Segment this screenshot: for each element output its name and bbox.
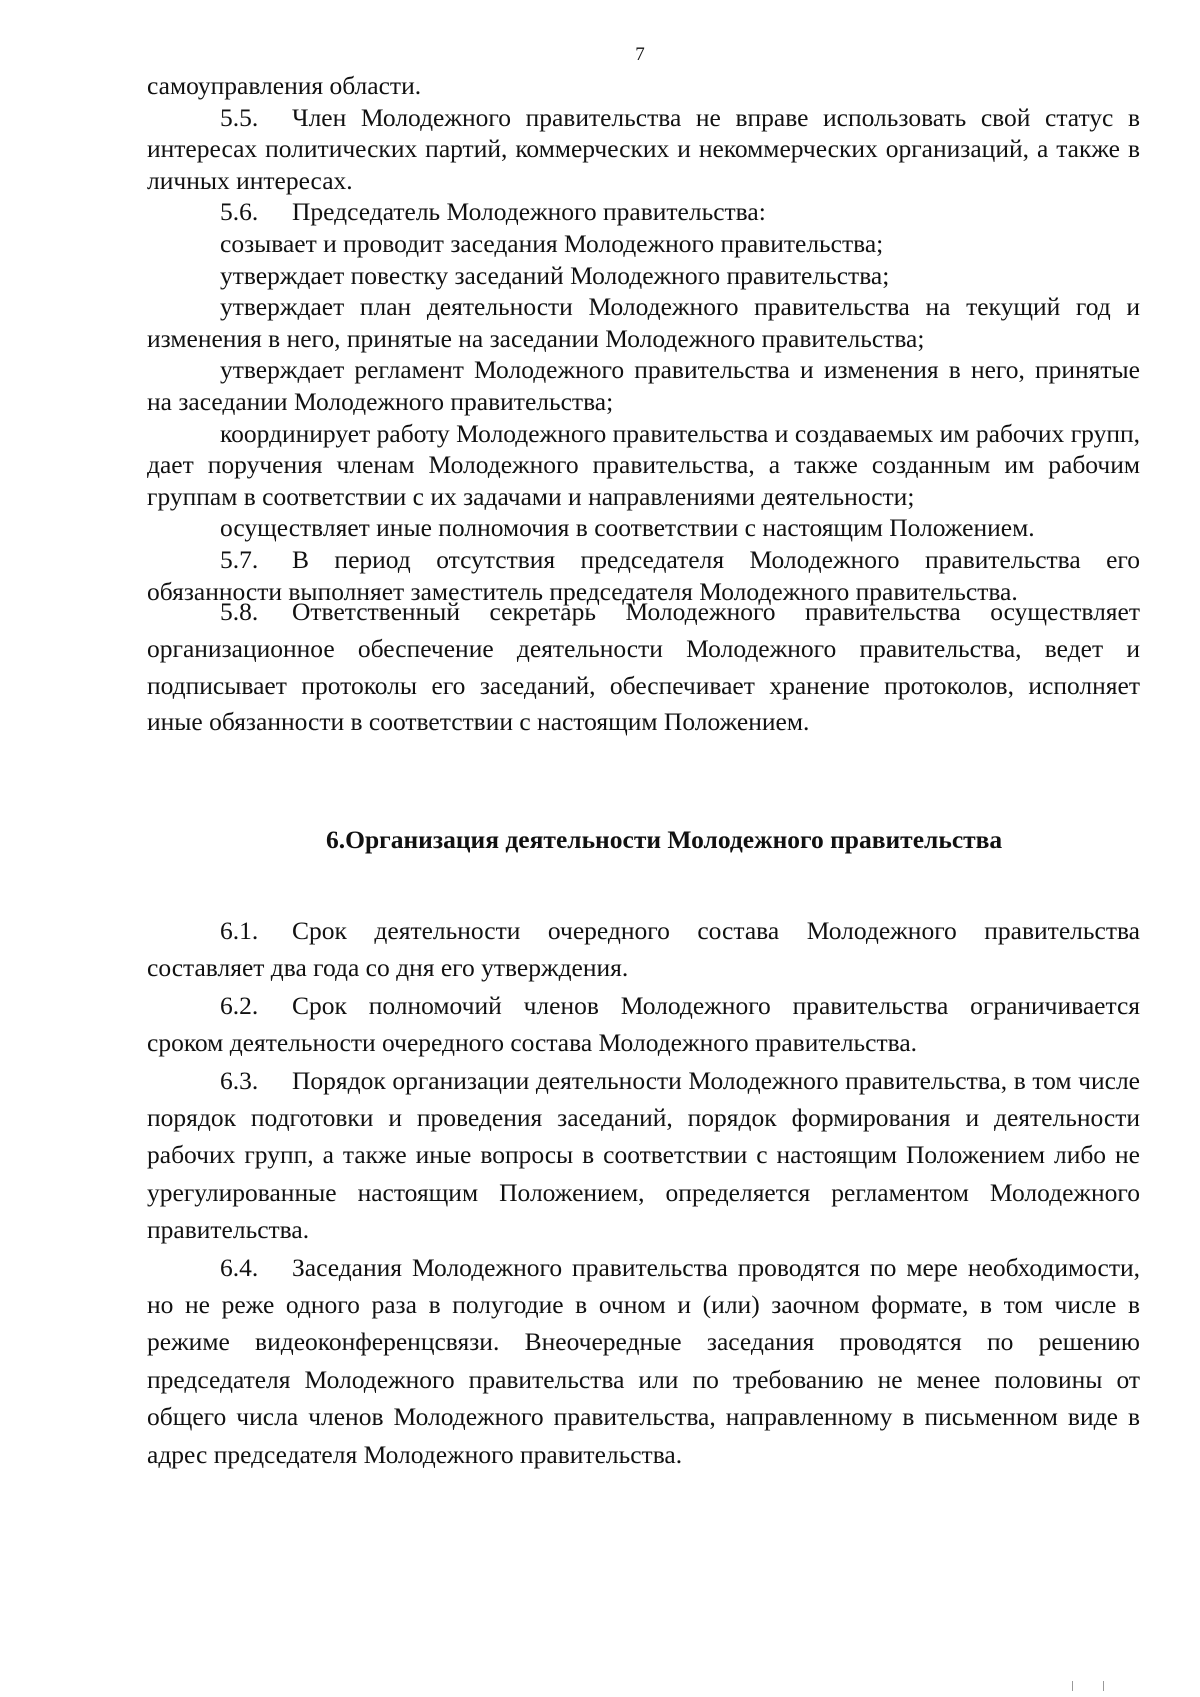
paragraph-text: созывает и проводит заседания Молодежного правительства; — [220, 228, 884, 258]
paragraph — [147, 70, 1140, 102]
paragraph-text: Срок деятельности очередного состава Молодежного правительства составляет два года со дня его утверждения. — [147, 916, 1140, 983]
paragraph — [147, 912, 1140, 987]
section-6-body — [147, 912, 1140, 1473]
clause-number: 5.7. — [220, 544, 259, 574]
paragraph-text: утверждает повестку заседаний Молодежного правительства; — [220, 260, 890, 290]
clause-number: 6.1. — [220, 916, 259, 945]
clause-number: 5.8. — [220, 597, 259, 626]
paragraph-text: координирует работу Молодежного правительства и создаваемых им рабочих групп, дает поручения членам Молодежного правительства, а также созданным им рабочим группам в соответствии с их задачами и направлениями деятельности; — [147, 418, 1140, 511]
paragraph — [147, 1249, 1140, 1473]
clause-number: 6.2. — [220, 990, 259, 1020]
section-6-heading: 6.Организация деятельности Молодежного правительства — [326, 825, 1003, 854]
paragraph-text: Ответственный секретарь Молодежного правительства осуществляет организационное обеспечение деятельности Молодежного правительства, ведет и подписывает протоколы его заседаний, обеспечивает хранение протоколов, исполняет иные обязанности в соответствии с настоящим Положением. — [147, 597, 1140, 737]
paragraph-text: самоуправления области. — [147, 71, 422, 100]
paragraph-text: Срок полномочий членов Молодежного правительства ограничивается сроком деятельности очередного состава Молодежного правительства. — [147, 990, 1140, 1058]
section-5-item-5-8 — [147, 594, 1140, 741]
paragraph — [147, 196, 1140, 228]
paragraph-text: осуществляет иные полномочия в соответствии с настоящим Положением. — [220, 513, 1035, 543]
paragraph-text: В период отсутствия председателя Молодежного правительства его обязанности выполняет заместитель председателя Молодежного правительства. — [147, 544, 1140, 606]
paragraph-text: Председатель Молодежного правительства: — [292, 197, 766, 227]
section-5-continued — [147, 70, 1140, 607]
paragraph-text: утверждает регламент Молодежного правительства и изменения в него, принятые на заседании Молодежного правительства; — [147, 355, 1140, 416]
paragraph — [147, 987, 1140, 1062]
clause-number: 6.4. — [220, 1252, 259, 1282]
clause-number: 6.3. — [220, 1065, 259, 1095]
paragraph — [147, 418, 1140, 513]
paragraph — [147, 354, 1140, 417]
paragraph-text: утверждает план деятельности Молодежного правительства на текущий год и изменения в него, принятые на заседании Молодежного правительства; — [147, 292, 1140, 353]
paragraph-text: Член Молодежного правительства не вправе использовать свой статус в интересах политических партий, коммерческих и некоммерческих организаций, а также в личных интересах. — [147, 102, 1140, 195]
paragraph — [147, 291, 1140, 354]
paragraph — [147, 512, 1140, 544]
scan-edge-mark — [1072, 1681, 1104, 1691]
paragraph — [147, 260, 1140, 292]
paragraph — [147, 228, 1140, 260]
clause-number: 5.6. — [220, 197, 259, 227]
paragraph — [147, 102, 1140, 197]
paragraph — [147, 594, 1140, 741]
clause-number: 5.5. — [220, 102, 259, 132]
page-number: 7 — [635, 44, 645, 65]
paragraph-text: Порядок организации деятельности Молодежного правительства, в том числе порядок подготовки и проведения заседаний, порядок формирования и деятельности рабочих групп, а также иные вопросы в соответствии с настоящим Положением либо не урегулированные настоящим Положением, определяется регламентом Молодежного правительства. — [147, 1065, 1140, 1245]
paragraph — [147, 1062, 1140, 1249]
paragraph-text: Заседания Молодежного правительства проводятся по мере необходимости, но не реже одного раза в полугодие в очном и (или) заочном формате, в том числе в режиме видеоконференцсвязи. Внеочередные заседания проводятся по решению председателя Молодежного правительства или по требованию не менее половины от общего числа членов Молодежного правительства, направленному в письменном виде в адрес председателя Молодежного правительства. — [147, 1252, 1140, 1469]
